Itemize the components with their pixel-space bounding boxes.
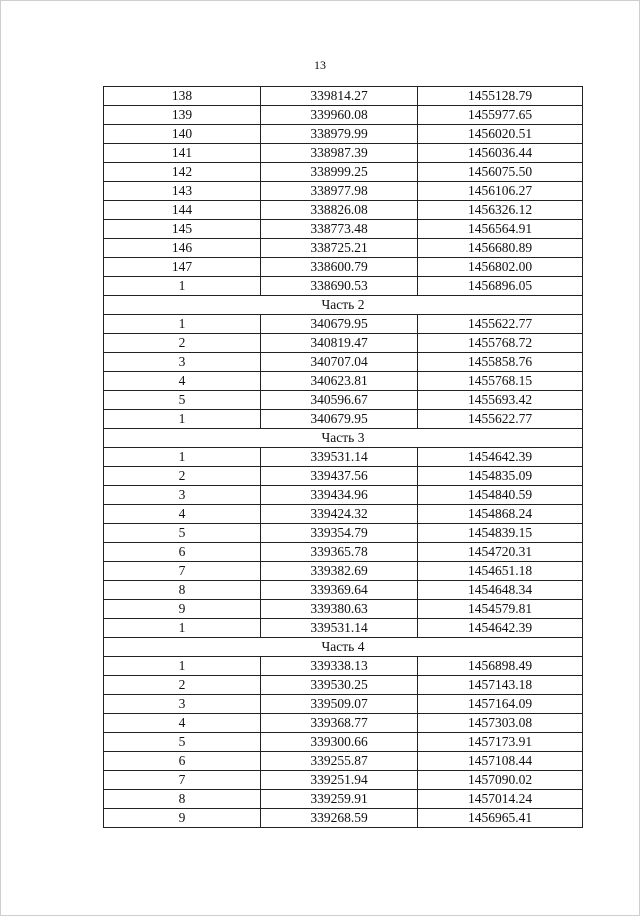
point-number-cell: 4 xyxy=(104,372,261,391)
y-coordinate-cell: 1454642.39 xyxy=(418,448,583,467)
y-coordinate-cell: 1455768.72 xyxy=(418,334,583,353)
point-number-cell: 142 xyxy=(104,163,261,182)
table-row xyxy=(104,619,583,638)
y-coordinate-cell: 1456326.12 xyxy=(418,201,583,220)
y-coordinate-cell: 1456020.51 xyxy=(418,125,583,144)
table-row xyxy=(104,809,583,828)
table-row xyxy=(104,334,583,353)
section-title: Часть 2 xyxy=(104,296,583,315)
y-coordinate-cell: 1457303.08 xyxy=(418,714,583,733)
point-number-cell: 147 xyxy=(104,258,261,277)
x-coordinate-cell: 338977.98 xyxy=(261,182,418,201)
x-coordinate-cell: 339437.56 xyxy=(261,467,418,486)
table-row xyxy=(104,220,583,239)
table-row xyxy=(104,657,583,676)
point-number-cell: 144 xyxy=(104,201,261,220)
y-coordinate-cell: 1455622.77 xyxy=(418,315,583,334)
point-number-cell: 146 xyxy=(104,239,261,258)
point-number-cell: 2 xyxy=(104,334,261,353)
section-title: Часть 4 xyxy=(104,638,583,657)
table-row xyxy=(104,391,583,410)
y-coordinate-cell: 1454642.39 xyxy=(418,619,583,638)
y-coordinate-cell: 1455768.15 xyxy=(418,372,583,391)
table-row xyxy=(104,733,583,752)
point-number-cell: 145 xyxy=(104,220,261,239)
point-number-cell: 6 xyxy=(104,752,261,771)
point-number-cell: 1 xyxy=(104,410,261,429)
point-number-cell: 4 xyxy=(104,505,261,524)
table-row xyxy=(104,714,583,733)
page-number: 13 xyxy=(314,58,326,72)
x-coordinate-cell: 339530.25 xyxy=(261,676,418,695)
point-number-cell: 1 xyxy=(104,619,261,638)
x-coordinate-cell: 339365.78 xyxy=(261,543,418,562)
y-coordinate-cell: 1454868.24 xyxy=(418,505,583,524)
x-coordinate-cell: 338725.21 xyxy=(261,239,418,258)
point-number-cell: 9 xyxy=(104,809,261,828)
x-coordinate-cell: 338987.39 xyxy=(261,144,418,163)
x-coordinate-cell: 340623.81 xyxy=(261,372,418,391)
table-row xyxy=(104,201,583,220)
x-coordinate-cell: 338773.48 xyxy=(261,220,418,239)
point-number-cell: 5 xyxy=(104,733,261,752)
point-number-cell: 7 xyxy=(104,771,261,790)
x-coordinate-cell: 339424.32 xyxy=(261,505,418,524)
table-row xyxy=(104,315,583,334)
table-row xyxy=(104,277,583,296)
x-coordinate-cell: 339338.13 xyxy=(261,657,418,676)
x-coordinate-cell: 339251.94 xyxy=(261,771,418,790)
point-number-cell: 1 xyxy=(104,657,261,676)
table-row xyxy=(104,410,583,429)
point-number-cell: 3 xyxy=(104,695,261,714)
point-number-cell: 9 xyxy=(104,600,261,619)
point-number-cell: 138 xyxy=(104,87,261,106)
point-number-cell: 3 xyxy=(104,486,261,505)
point-number-cell: 4 xyxy=(104,714,261,733)
table-row xyxy=(104,182,583,201)
y-coordinate-cell: 1454720.31 xyxy=(418,543,583,562)
x-coordinate-cell: 339531.14 xyxy=(261,619,418,638)
x-coordinate-cell: 339509.07 xyxy=(261,695,418,714)
y-coordinate-cell: 1454651.18 xyxy=(418,562,583,581)
point-number-cell: 1 xyxy=(104,448,261,467)
x-coordinate-cell: 338690.53 xyxy=(261,277,418,296)
point-number-cell: 6 xyxy=(104,543,261,562)
x-coordinate-cell: 340819.47 xyxy=(261,334,418,353)
y-coordinate-cell: 1457108.44 xyxy=(418,752,583,771)
y-coordinate-cell: 1456075.50 xyxy=(418,163,583,182)
x-coordinate-cell: 339531.14 xyxy=(261,448,418,467)
point-number-cell: 140 xyxy=(104,125,261,144)
table-row xyxy=(104,106,583,125)
table-row xyxy=(104,144,583,163)
x-coordinate-cell: 339380.63 xyxy=(261,600,418,619)
x-coordinate-cell: 339960.08 xyxy=(261,106,418,125)
y-coordinate-cell: 1456802.00 xyxy=(418,258,583,277)
table-row xyxy=(104,239,583,258)
y-coordinate-cell: 1454835.09 xyxy=(418,467,583,486)
point-number-cell: 8 xyxy=(104,790,261,809)
x-coordinate-cell: 338979.99 xyxy=(261,125,418,144)
table-row xyxy=(104,486,583,505)
y-coordinate-cell: 1456965.41 xyxy=(418,809,583,828)
table-row xyxy=(104,524,583,543)
y-coordinate-cell: 1456680.89 xyxy=(418,239,583,258)
table-row xyxy=(104,467,583,486)
y-coordinate-cell: 1457014.24 xyxy=(418,790,583,809)
section-title: Часть 3 xyxy=(104,429,583,448)
y-coordinate-cell: 1455977.65 xyxy=(418,106,583,125)
point-number-cell: 3 xyxy=(104,353,261,372)
point-number-cell: 5 xyxy=(104,524,261,543)
y-coordinate-cell: 1454840.59 xyxy=(418,486,583,505)
point-number-cell: 141 xyxy=(104,144,261,163)
point-number-cell: 143 xyxy=(104,182,261,201)
y-coordinate-cell: 1456898.49 xyxy=(418,657,583,676)
x-coordinate-cell: 339268.59 xyxy=(261,809,418,828)
x-coordinate-cell: 339255.87 xyxy=(261,752,418,771)
x-coordinate-cell: 339259.91 xyxy=(261,790,418,809)
table-row xyxy=(104,87,583,106)
table-row xyxy=(104,258,583,277)
table-row xyxy=(104,125,583,144)
section-header-row xyxy=(104,296,583,315)
point-number-cell: 1 xyxy=(104,277,261,296)
y-coordinate-cell: 1454648.34 xyxy=(418,581,583,600)
x-coordinate-cell: 338600.79 xyxy=(261,258,418,277)
x-coordinate-cell: 339354.79 xyxy=(261,524,418,543)
x-coordinate-cell: 339434.96 xyxy=(261,486,418,505)
table-row xyxy=(104,543,583,562)
y-coordinate-cell: 1457173.91 xyxy=(418,733,583,752)
point-number-cell: 2 xyxy=(104,467,261,486)
x-coordinate-cell: 340679.95 xyxy=(261,410,418,429)
y-coordinate-cell: 1457090.02 xyxy=(418,771,583,790)
table-row xyxy=(104,695,583,714)
y-coordinate-cell: 1457164.09 xyxy=(418,695,583,714)
table-row xyxy=(104,163,583,182)
table-row xyxy=(104,581,583,600)
y-coordinate-cell: 1456106.27 xyxy=(418,182,583,201)
y-coordinate-cell: 1456896.05 xyxy=(418,277,583,296)
table-row xyxy=(104,562,583,581)
x-coordinate-cell: 339382.69 xyxy=(261,562,418,581)
point-number-cell: 7 xyxy=(104,562,261,581)
x-coordinate-cell: 339368.77 xyxy=(261,714,418,733)
x-coordinate-cell: 340707.04 xyxy=(261,353,418,372)
point-number-cell: 139 xyxy=(104,106,261,125)
table-row xyxy=(104,372,583,391)
table-row xyxy=(104,752,583,771)
table-row xyxy=(104,676,583,695)
y-coordinate-cell: 1454579.81 xyxy=(418,600,583,619)
y-coordinate-cell: 1456564.91 xyxy=(418,220,583,239)
point-number-cell: 1 xyxy=(104,315,261,334)
table-row xyxy=(104,790,583,809)
point-number-cell: 5 xyxy=(104,391,261,410)
coordinates-table xyxy=(103,86,583,828)
table-row xyxy=(104,448,583,467)
y-coordinate-cell: 1455128.79 xyxy=(418,87,583,106)
x-coordinate-cell: 339369.64 xyxy=(261,581,418,600)
y-coordinate-cell: 1455858.76 xyxy=(418,353,583,372)
y-coordinate-cell: 1456036.44 xyxy=(418,144,583,163)
y-coordinate-cell: 1455693.42 xyxy=(418,391,583,410)
x-coordinate-cell: 339300.66 xyxy=(261,733,418,752)
table-row xyxy=(104,771,583,790)
x-coordinate-cell: 340596.67 xyxy=(261,391,418,410)
point-number-cell: 2 xyxy=(104,676,261,695)
coordinates-table-body xyxy=(104,87,583,828)
table-row xyxy=(104,505,583,524)
table-row xyxy=(104,353,583,372)
x-coordinate-cell: 339814.27 xyxy=(261,87,418,106)
y-coordinate-cell: 1457143.18 xyxy=(418,676,583,695)
table-row xyxy=(104,600,583,619)
section-header-row xyxy=(104,429,583,448)
x-coordinate-cell: 340679.95 xyxy=(261,315,418,334)
y-coordinate-cell: 1455622.77 xyxy=(418,410,583,429)
point-number-cell: 8 xyxy=(104,581,261,600)
x-coordinate-cell: 338826.08 xyxy=(261,201,418,220)
y-coordinate-cell: 1454839.15 xyxy=(418,524,583,543)
x-coordinate-cell: 338999.25 xyxy=(261,163,418,182)
section-header-row xyxy=(104,638,583,657)
